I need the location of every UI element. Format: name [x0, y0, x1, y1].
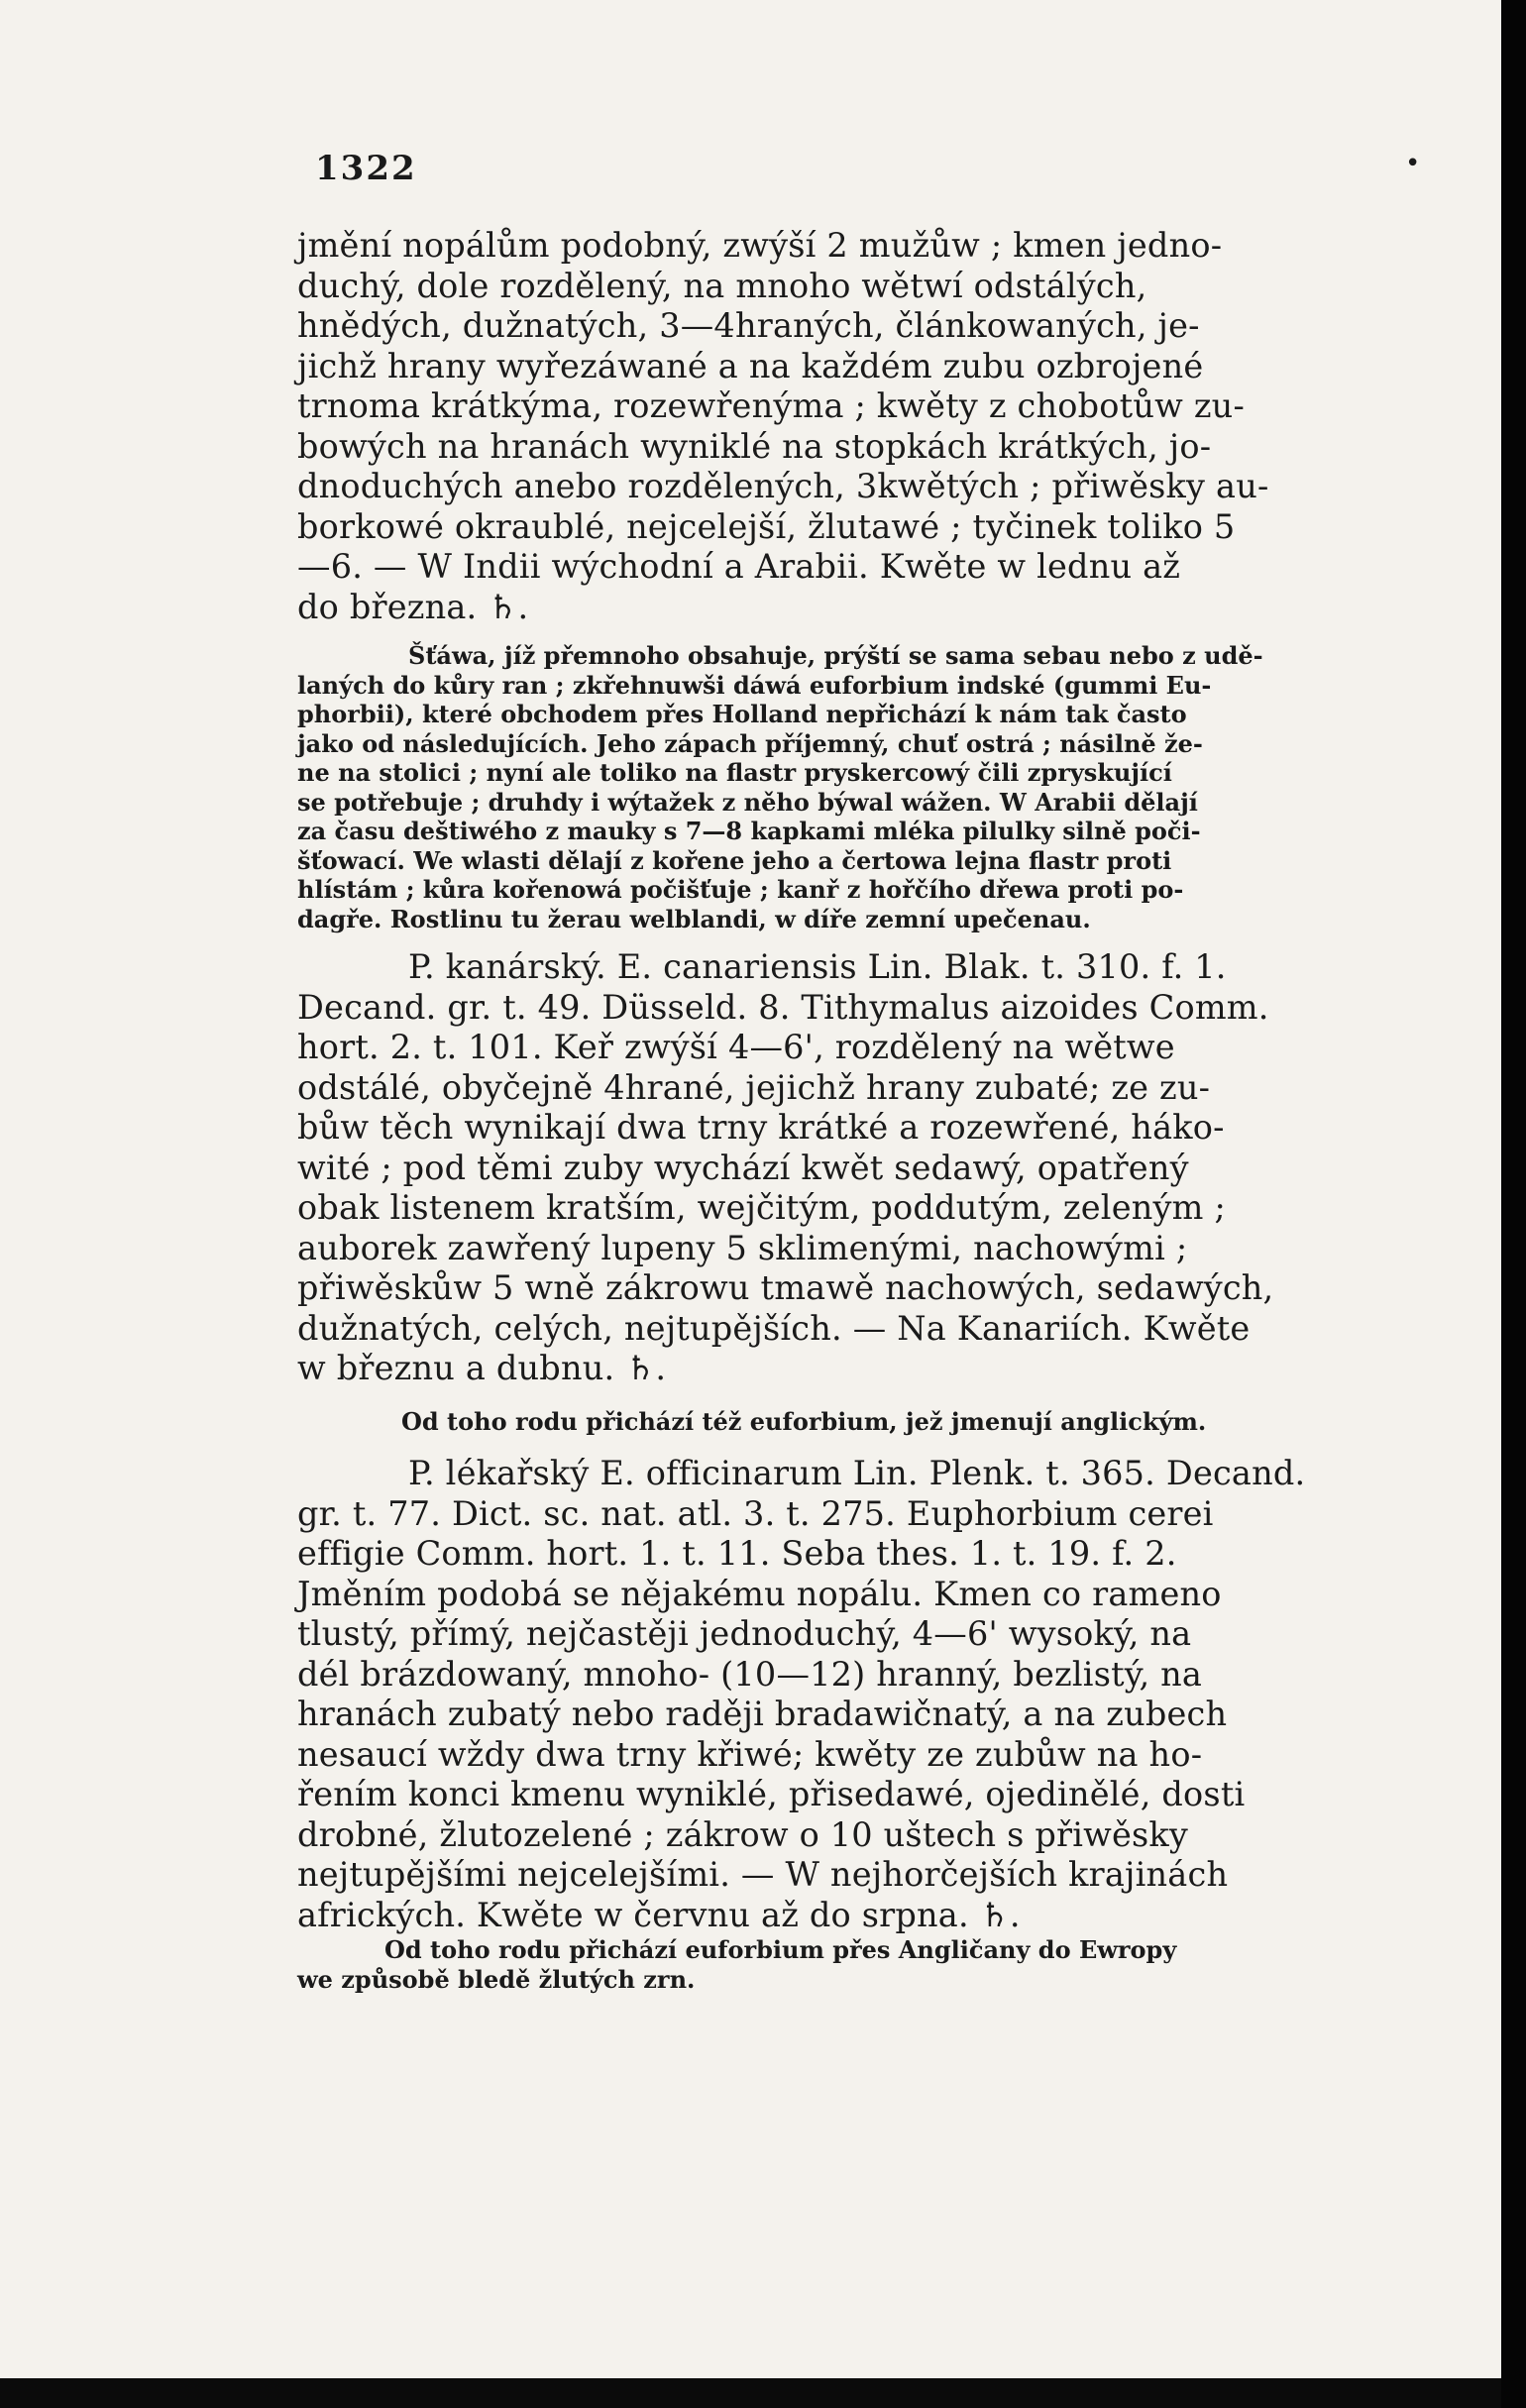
- text-line: trnoma krátkýma, rozewřenýma ; kwěty z chobotůw zu-: [297, 386, 1245, 425]
- text-line: Decand. gr. t. 49. Düsseld. 8. Tithymalus aizoides Comm.: [297, 987, 1269, 1027]
- text-line: auborek zawřený lupeny 5 sklimenými, nachowými ;: [297, 1228, 1188, 1267]
- text-line: P. lékařský E. officinarum Lin. Plenk. t. 365. Decand.: [408, 1454, 1306, 1492]
- text-line: jmění nopálům podobný, zwýší 2 mužůw ; kmen jedno-: [297, 226, 1223, 265]
- text-line: řením konci kmenu wyniklé, přisedawé, ojedinělé, dosti: [297, 1775, 1246, 1813]
- text-line: jichž hrany wyřezáwané a na každém zubu ozbrojené: [297, 346, 1204, 385]
- text-line: dužnatých, celých, nejtupějších. — Na Kanariích. Kwěte: [297, 1308, 1251, 1348]
- note-line: we způsobě bledě žlutých zrn.: [297, 1964, 696, 1994]
- text-line: dél brázdowaný, mnoho- (10—12) hranný, bezlistý, na: [297, 1654, 1203, 1694]
- note-line: ne na stolici ; nyní ale toliko na flastr pryskercowý čili zpryskující: [297, 758, 1172, 787]
- text-line: tlustý, přímý, nejčastěji jednoduchý, 4—6' wysoký, na: [297, 1614, 1192, 1653]
- text-line: bůw těch wynikají dwa trny krátké a rozewřené, háko-: [297, 1108, 1225, 1147]
- text-line: dnoduchých anebo rozdělených, 3kwětých ; přiwěsky au-: [297, 467, 1269, 505]
- page-number: 1322: [315, 149, 417, 188]
- text-line: gr. t. 77. Dict. sc. nat. atl. 3. t. 275. Euphorbium cerei: [297, 1493, 1214, 1533]
- paragraph-officinarum: [297, 1454, 1369, 1935]
- note-english-euphorbium: [297, 1407, 1369, 1437]
- text-line: přiwěskůw 5 wně zákrowu tmawě nachowých, sedawých,: [297, 1268, 1274, 1307]
- text-line: w březnu a dubnu. ♄.: [297, 1349, 667, 1387]
- text-line: Jměním podobá se nějakému nopálu. Kmen co rameno: [297, 1574, 1222, 1613]
- text-line: do března. ♄.: [297, 587, 529, 626]
- text-line: hranách zubatý nebo raději bradawičnatý, a na zubech: [297, 1695, 1228, 1733]
- note-line: šťowací. We wlasti dělají z kořene jeho a čertowa lejna flastr proti: [297, 845, 1172, 875]
- paragraph-euphorbia-intro: [297, 226, 1369, 627]
- note-line: Od toho rodu přichází též euforbium, jež jmenují anglickým.: [401, 1406, 1207, 1436]
- note-line: Od toho rodu přichází euforbium přes Angličany do Ewropy: [384, 1935, 1177, 1964]
- note-line: za času deštiwého z mauky s 7—8 kapkami mléka pilulky silně poči-: [297, 817, 1201, 845]
- note-line: Šťáwa, jíž přemnoho obsahuje, prýští se sama sebau nebo z udě-: [408, 641, 1263, 670]
- note-line: dagře. Rostlinu tu žerau welblandi, w díře zemní upečenau.: [297, 904, 1091, 933]
- text-line: hort. 2. t. 101. Keř zwýší 4—6', rozdělený na wětwe: [297, 1028, 1175, 1066]
- text-line: wité ; pod těmi zuby wychází kwět sedawý, opatřený: [297, 1148, 1189, 1187]
- note-line: se potřebuje ; druhdy i wýtažek z něho býwal wážen. W Arabii dělají: [297, 787, 1198, 817]
- text-line: drobné, žlutozelené ; zákrow o 10 uštech s přiwěsky: [297, 1814, 1189, 1854]
- note-indian-euphorbium: [297, 641, 1369, 933]
- page-body: [297, 226, 1369, 1994]
- paragraph-canariensis: [297, 947, 1369, 1389]
- note-european-import: [297, 1935, 1369, 1994]
- text-line: effigie Comm. hort. 1. t. 11. Seba thes. 1. t. 19. f. 2.: [297, 1534, 1177, 1573]
- text-line: —6. — W Indii wýchodní a Arabii. Kwěte w lednu až: [297, 547, 1181, 586]
- note-line: phorbii), které obchodem přes Holland nepřichází k nám tak často: [297, 700, 1187, 728]
- text-line: duchý, dole rozdělený, na mnoho wětwí odstálých,: [297, 266, 1147, 305]
- text-line: bowých na hranách wyniklé na stopkách krátkých, jo-: [297, 426, 1212, 466]
- text-line: hnědých, dužnatých, 3—4hraných, článkowaných, je-: [297, 306, 1200, 345]
- corner-mark: •: [1405, 149, 1421, 178]
- text-line: obak listenem kratším, wejčitým, poddutým, zeleným ;: [297, 1188, 1226, 1227]
- scan-edge: [1501, 0, 1526, 2408]
- text-line: nesaucí wždy dwa trny křiwé; kwěty ze zubůw na ho-: [297, 1734, 1203, 1774]
- note-line: jako od následujících. Jeho zápach příjemný, chuť ostrá ; násilně že-: [297, 728, 1203, 758]
- note-line: hlístám ; kůra kořenowá počišťuje ; kanř z hořčího dřewa proti po-: [297, 875, 1184, 904]
- text-line: borkowé okraublé, nejcelejší, žlutawé ; tyčinek toliko 5: [297, 506, 1236, 546]
- text-line: odstálé, obyčejně 4hrané, jejichž hrany zubaté; ze zu-: [297, 1067, 1211, 1107]
- text-line: afrických. Kwěte w červnu až do srpna. ♄.: [297, 1895, 1021, 1934]
- text-line: nejtupějšími nejcelejšími. — W nejhorčejších krajinách: [297, 1855, 1229, 1894]
- note-line: laných do kůry ran ; zkřehnuwši dáwá euforbium indské (gummi Eu-: [297, 670, 1212, 700]
- text-line: P. kanárský. E. canariensis Lin. Blak. t. 310. f. 1.: [408, 947, 1227, 986]
